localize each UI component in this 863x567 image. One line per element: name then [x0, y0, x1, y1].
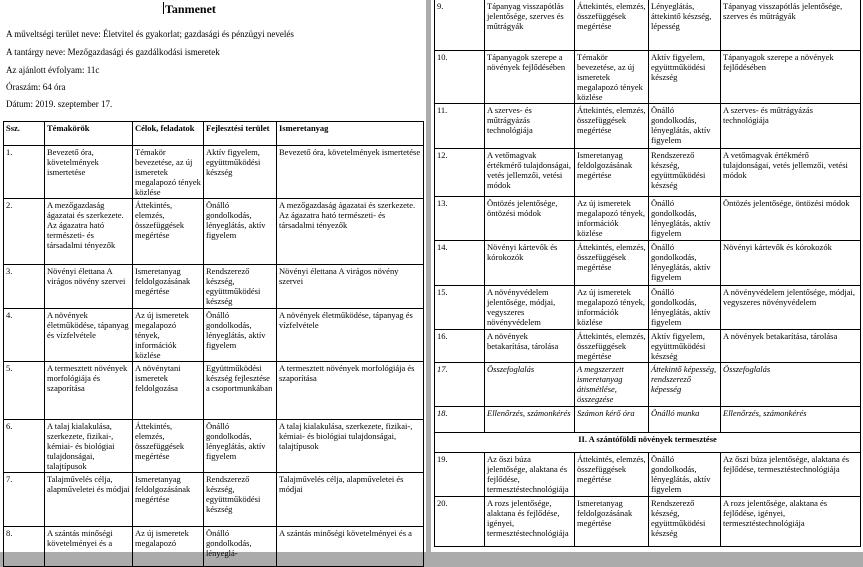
- table-row: [435, 453, 861, 497]
- cell-number: 7.: [4, 473, 45, 527]
- cell-number: 14.: [435, 241, 485, 286]
- table-row: [435, 407, 861, 433]
- cell-goal: Témakör bevezetése, az új ismeretek megalapozó tények közlése: [133, 146, 204, 199]
- cell-knowledge: A vetőmagvak értékmérő tulajdonságai, vetés jellemzői, vetési módok: [721, 149, 861, 197]
- document-title: Tanmenet: [165, 2, 216, 16]
- cell-topic: Bevezető óra, követelmények ismertetése: [45, 146, 133, 199]
- cell-knowledge: A rozs jelentősége, alaktana és fejlődése, igényei, termesztéstechnológiája: [721, 497, 861, 547]
- table-row: [435, 286, 861, 330]
- document-page-right: [431, 0, 863, 552]
- cell-development: Önálló gondolkodás, lényeglátás, aktív figyelem: [649, 286, 721, 330]
- cell-goal: Az új ismeretek megalapozó: [133, 527, 204, 567]
- cell-number: 2.: [4, 199, 45, 265]
- cell-number: 6.: [4, 420, 45, 473]
- table-row: [435, 104, 861, 149]
- meta-subject-name: A tantárgy neve: Mezőgazdasági és gazdálkodási ismeretek: [6, 47, 220, 57]
- cell-number: 19.: [435, 453, 485, 497]
- cell-development: Együttműködési készség fejlesztése a csoportmunkában: [204, 362, 277, 420]
- cell-knowledge: Talajművelés célja, alapműveletei és módjai: [277, 473, 424, 527]
- cell-development: Rendszerező készség, együttműködési készség: [649, 497, 721, 547]
- document-page-left: [0, 0, 426, 558]
- cell-development: Önálló munka: [649, 407, 721, 433]
- cell-topic: Összefoglalás: [485, 363, 575, 407]
- table-row: [435, 241, 861, 286]
- cell-knowledge: A növényvédelem jelentősége, módjai, vegyszeres növényvédelem: [721, 286, 861, 330]
- cell-knowledge: A növények betakarítása, tárolása: [721, 330, 861, 363]
- cell-topic: A szántás minőségi követelményei és a: [45, 527, 133, 567]
- cell-number: 11.: [435, 104, 485, 149]
- cell-goal: Az új ismeretek megalapozó tények, információk közlése: [133, 309, 204, 362]
- cell-topic: Növényi élettana A virágos növény szervei: [45, 265, 133, 309]
- table-row: [435, 497, 861, 547]
- section-title: II. A szántóföldi növények termesztése: [435, 433, 861, 453]
- cell-topic: A növények betakarítása, tárolása: [485, 330, 575, 363]
- cell-knowledge: A szerves- és műtrágyázás technológiája: [721, 104, 861, 149]
- cell-development: Aktív figyelem, együttműködési készség: [649, 51, 721, 104]
- cell-goal: A megszerzett ismeretanyag átismétlése, összegzése: [575, 363, 649, 407]
- cell-number: 9.: [435, 0, 485, 51]
- cell-number: 15.: [435, 286, 485, 330]
- cell-goal: Áttekintés, elemzés, összefüggések megértése: [575, 241, 649, 286]
- cell-number: 17.: [435, 363, 485, 407]
- cell-topic: Tápanyag visszapótlás jelentősége, szerves és műtrágyák: [485, 0, 575, 51]
- cell-topic: Növényi kártevők és kórokozók: [485, 241, 575, 286]
- cell-number: 18.: [435, 407, 485, 433]
- table-row: [4, 362, 424, 420]
- cell-development: Aktív figyelem, együttműködési készség: [204, 146, 277, 199]
- cell-topic: Talajművelés célja, alapműveletei és módjai: [45, 473, 133, 527]
- table-header-cell: Célok, feladatok: [133, 122, 204, 146]
- section-row: [435, 433, 861, 453]
- cell-knowledge: Tápanyag visszapótlás jelentősége, szerves és műtrágyák: [721, 0, 861, 51]
- cell-goal: Áttekintés, elemzés, összefüggések megértése: [575, 104, 649, 149]
- table-row: [4, 146, 424, 199]
- cell-goal: Áttekintés, elemzés, összefüggések megértése: [575, 453, 649, 497]
- cell-development: Aktív figyelem, együttműködési készség: [649, 330, 721, 363]
- cell-goal: Az új ismeretek megalapozó tények, információk közlése: [575, 286, 649, 330]
- cell-knowledge: A mezőgazdaság ágazatai és szerkezete. Az ágazatra ható természeti- és társadalmi tényezők: [277, 199, 424, 265]
- meta-date: Dátum: 2019. szeptember 17.: [6, 99, 113, 109]
- cell-goal: Ismeretanyag feldolgozásának megértése: [575, 497, 649, 547]
- table-row: [4, 420, 424, 473]
- cell-goal: Számon kérő óra: [575, 407, 649, 433]
- text-cursor: [163, 2, 164, 14]
- cell-knowledge: Összefoglalás: [721, 363, 861, 407]
- cell-topic: A növényvédelem jelentősége, módjai, vegyszeres növényvédelem: [485, 286, 575, 330]
- table-row: [4, 473, 424, 527]
- cell-number: 8.: [4, 527, 45, 567]
- cell-development: Önálló gondolkodás, lényeglá-: [204, 527, 277, 567]
- cell-development: Rendszerező készség, együttműködési készség: [204, 473, 277, 527]
- cell-number: 10.: [435, 51, 485, 104]
- cell-number: 1.: [4, 146, 45, 199]
- table-row: [435, 149, 861, 197]
- cell-number: 20.: [435, 497, 485, 547]
- cell-topic: Öntözés jelentősége, öntözési módok: [485, 197, 575, 241]
- table-row: [4, 309, 424, 362]
- cell-development: Önálló gondolkodás, lényeglátás, aktív figyelem: [649, 241, 721, 286]
- cell-development: Rendszerező készség, együttműködési készség: [649, 149, 721, 197]
- cell-goal: Ismeretanyag feldolgozásának megértése: [575, 149, 649, 197]
- table-row: [435, 197, 861, 241]
- cell-knowledge: Növényi kártevők és kórokozók: [721, 241, 861, 286]
- cell-knowledge: Ellenőrzés, számonkérés: [721, 407, 861, 433]
- cell-knowledge: A szántás minőségi követelményei és a: [277, 527, 424, 567]
- cell-goal: Áttekintés, elemzés, összefüggések megértése: [133, 420, 204, 473]
- cell-goal: Témakör bevezetése, az új ismeretek megalapozó tények közlése: [575, 51, 649, 104]
- cell-topic: A termesztett növények morfológiája és szaporítása: [45, 362, 133, 420]
- table-row: [435, 330, 861, 363]
- cell-topic: Az őszi búza jelentősége, alaktana és fejlődése, termesztéstechnológiája: [485, 453, 575, 497]
- curriculum-table-left: [3, 121, 424, 567]
- cell-development: Önálló gondolkodás, lényeglátás, aktív figyelem: [204, 420, 277, 473]
- cell-goal: Az új ismeretek megalapozó tények, információk közlése: [575, 197, 649, 241]
- cell-number: 16.: [435, 330, 485, 363]
- meta-field-area: A műveltségi terület neve: Életvitel és gyakorlat; gazdasági és pénzügyi nevelés: [6, 29, 294, 39]
- cell-topic: A talaj kialakulása, szerkezete, fizikai-, kémiai- és biológiai tulajdonságai, talajtípusok: [45, 420, 133, 473]
- cell-development: Rendszerező készség, együttműködési készség: [204, 265, 277, 309]
- cell-development: Lényeglátás, áttekintő készség, lépesség: [649, 0, 721, 51]
- table-header-cell: Fejlesztési terület: [204, 122, 277, 146]
- table-header-cell: Ssz.: [4, 122, 45, 146]
- cell-topic: A mezőgazdaság ágazatai és szerkezete. Az ágazatra ható természeti- és társadalmi tényezők: [45, 199, 133, 265]
- table-row: [435, 363, 861, 407]
- cell-development: Áttekintő képesség, rendszerező képesség: [649, 363, 721, 407]
- cell-number: 12.: [435, 149, 485, 197]
- table-row: [4, 265, 424, 309]
- table-header-row: [4, 122, 424, 146]
- cell-number: 5.: [4, 362, 45, 420]
- cell-knowledge: A termesztett növények morfológiája és szaporítása: [277, 362, 424, 420]
- cell-knowledge: Az őszi búza jelentősége, alaktana és fejlődése, termesztéstechnológiája: [721, 453, 861, 497]
- cell-goal: Áttekintés, elemzés, összefüggések megértése: [133, 199, 204, 265]
- cell-goal: Ismeretanyag feldolgozásának megértése: [133, 265, 204, 309]
- cell-knowledge: Bevezető óra, követelmények ismertetése: [277, 146, 424, 199]
- cell-development: Önálló gondolkodás, lényeglátás, aktív figyelem: [649, 197, 721, 241]
- table-header-cell: Témakörök: [45, 122, 133, 146]
- curriculum-table-right: [434, 0, 861, 547]
- meta-hours: Óraszám: 64 óra: [6, 82, 66, 92]
- meta-grade: Az ajánlott évfolyam: 11c: [6, 65, 100, 75]
- cell-knowledge: A talaj kialakulása, szerkezete, fizikai-, kémiai- és biológiai tulajdonságai, talajtípusok: [277, 420, 424, 473]
- cell-topic: Tápanyagok szerepe a növények fejlődésében: [485, 51, 575, 104]
- cell-knowledge: Növényi élettana A virágos növény szervei: [277, 265, 424, 309]
- cell-goal: A növénytani ismeretek feldolgozása: [133, 362, 204, 420]
- cell-goal: Ismeretanyag feldolgozásának megértése: [133, 473, 204, 527]
- table-row: [435, 51, 861, 104]
- table-header-cell: Ismeretanyag: [277, 122, 424, 146]
- cell-development: Önálló gondolkodás, lényeglátás, aktív figyelem: [204, 309, 277, 362]
- table-row: [4, 527, 424, 567]
- cell-knowledge: Öntözés jelentősége, öntözési módok: [721, 197, 861, 241]
- cell-topic: A vetőmagvak értékmérő tulajdonságai, vetés jellemzői, vetési módok: [485, 149, 575, 197]
- cell-goal: Áttekintés, elemzés, összefüggések megértése: [575, 0, 649, 51]
- cell-knowledge: Tápanyagok szerepe a növények fejlődésében: [721, 51, 861, 104]
- cell-knowledge: A növények életműködése, tápanyag és vízfelvétele: [277, 309, 424, 362]
- cell-topic: Ellenőrzés, számonkérés: [485, 407, 575, 433]
- cell-goal: Áttekintés, elemzés, összefüggések megértése: [575, 330, 649, 363]
- cell-number: 3.: [4, 265, 45, 309]
- cell-number: 4.: [4, 309, 45, 362]
- cell-development: Önálló gondolkodás, lényeglátás, aktív figyelem: [649, 104, 721, 149]
- cell-topic: A növények életműködése, tápanyag és vízfelvétele: [45, 309, 133, 362]
- table-row: [435, 0, 861, 51]
- cell-development: Önálló gondolkodás, lényeglátás, aktív figyelem: [204, 199, 277, 265]
- cell-topic: A szerves- és műtrágyázás technológiája: [485, 104, 575, 149]
- cell-number: 13.: [435, 197, 485, 241]
- cell-topic: A rozs jelentősége, alaktana és fejlődése, igényei, termesztéstechnológiája: [485, 497, 575, 547]
- cell-development: Önálló gondolkodás, lényeglátás, aktív figyelem: [649, 453, 721, 497]
- table-row: [4, 199, 424, 265]
